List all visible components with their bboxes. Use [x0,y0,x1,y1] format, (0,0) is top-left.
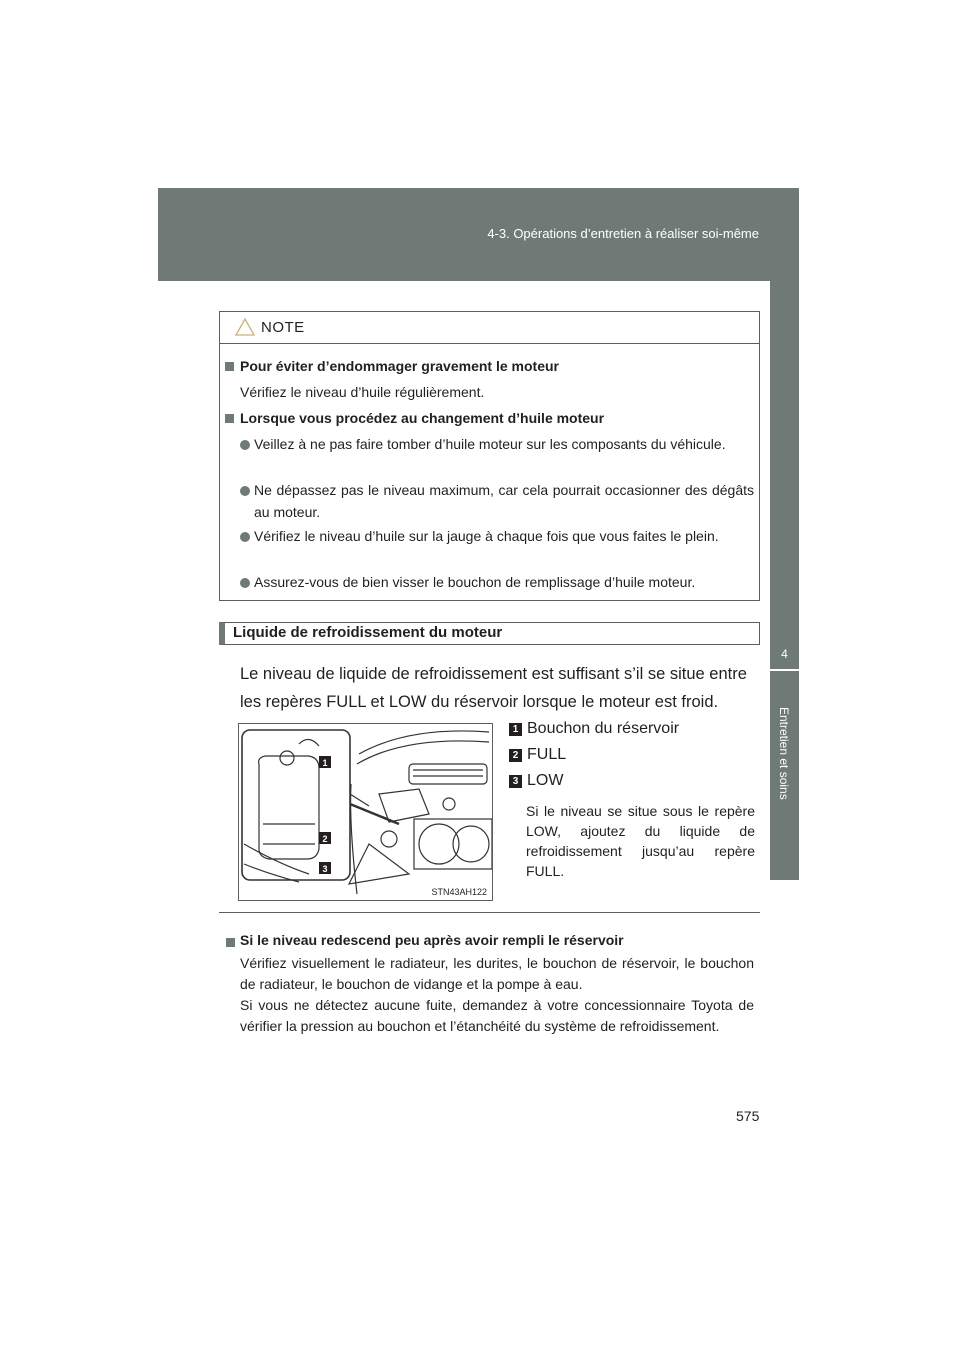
number-badge: 3 [509,775,522,788]
svg-text:2: 2 [322,834,328,844]
number-badge: 1 [509,723,522,736]
svg-text:1: 1 [322,758,328,768]
page-number: 575 [736,1108,760,1124]
legend-label: LOW [527,772,564,789]
note-bullet: Veillez à ne pas faire tomber d’huile moteur sur les composants du véhicule. [254,436,726,452]
warning-icon [235,318,255,336]
subsection-body [240,953,754,1037]
chapter-divider [770,669,799,671]
legend-label: FULL [527,746,567,763]
subsection-paragraph: Vérifiez visuellement le radiateur, les durites, le bouchon de réservoir, le bouchon de radiateur, le bouchon de vidange et la pompe à eau. [240,955,754,992]
intro-paragraph: Le niveau de liquide de refroidissement est suffisant s’il se situe entre les repères FULL et LOW du réservoir lorsque le moteur est froid. [240,665,747,711]
chapter-tab [770,281,799,880]
divider-line [219,912,760,913]
note-bullet: Assurez-vous de bien visser le bouchon de remplissage d’huile moteur. [254,574,696,590]
engine-bay-drawing [239,724,493,901]
svg-text:3: 3 [322,864,328,874]
subsection-heading: Si le niveau redescend peu après avoir rempli le réservoir [240,932,624,948]
round-bullet-icon [240,578,250,588]
round-bullet-icon [240,440,250,450]
round-bullet-icon [240,532,250,542]
note-bullet: Vérifiez le niveau d’huile sur la jauge à chaque fois que vous faites le plein. [254,528,719,544]
legend-label: Bouchon du réservoir [527,720,680,737]
note-box [219,311,760,601]
note-heading: Lorsque vous procédez au changement d’huile moteur [240,410,605,426]
round-bullet-icon [240,486,250,496]
square-bullet-icon [226,938,235,947]
note-title: NOTE [261,319,305,336]
figure-code: STN43AH122 [431,887,487,897]
legend-note: Si le niveau se situe sous le repère LOW, ajoutez du liquide de refroidissement jusqu’au repère FULL. [526,803,755,879]
section-title: 4-3. Opérations d’entretien à réaliser soi-même [487,226,759,241]
header-band [158,188,799,281]
square-bullet-icon [225,362,234,371]
number-badge: 2 [509,749,522,762]
note-bullet: Ne dépassez pas le niveau maximum, car cela pourrait occasionner des dégâts au moteur. [254,482,754,520]
subsection-paragraph: Si vous ne détectez aucune fuite, demandez à votre concessionnaire Toyota de vérifier la pression au bouchon et l’étanchéité du système de refroidissement. [240,997,754,1034]
note-text: Vérifiez le niveau d’huile régulièrement. [240,384,485,400]
note-header [220,312,759,344]
section-heading-bar [219,622,760,645]
engine-illustration [238,723,493,901]
section-heading: Liquide de refroidissement du moteur [233,624,503,641]
square-bullet-icon [225,414,234,423]
chapter-label: Entretien et soins [777,707,791,800]
note-heading: Pour éviter d’endommager gravement le moteur [240,358,559,374]
chapter-number: 4 [781,647,788,661]
